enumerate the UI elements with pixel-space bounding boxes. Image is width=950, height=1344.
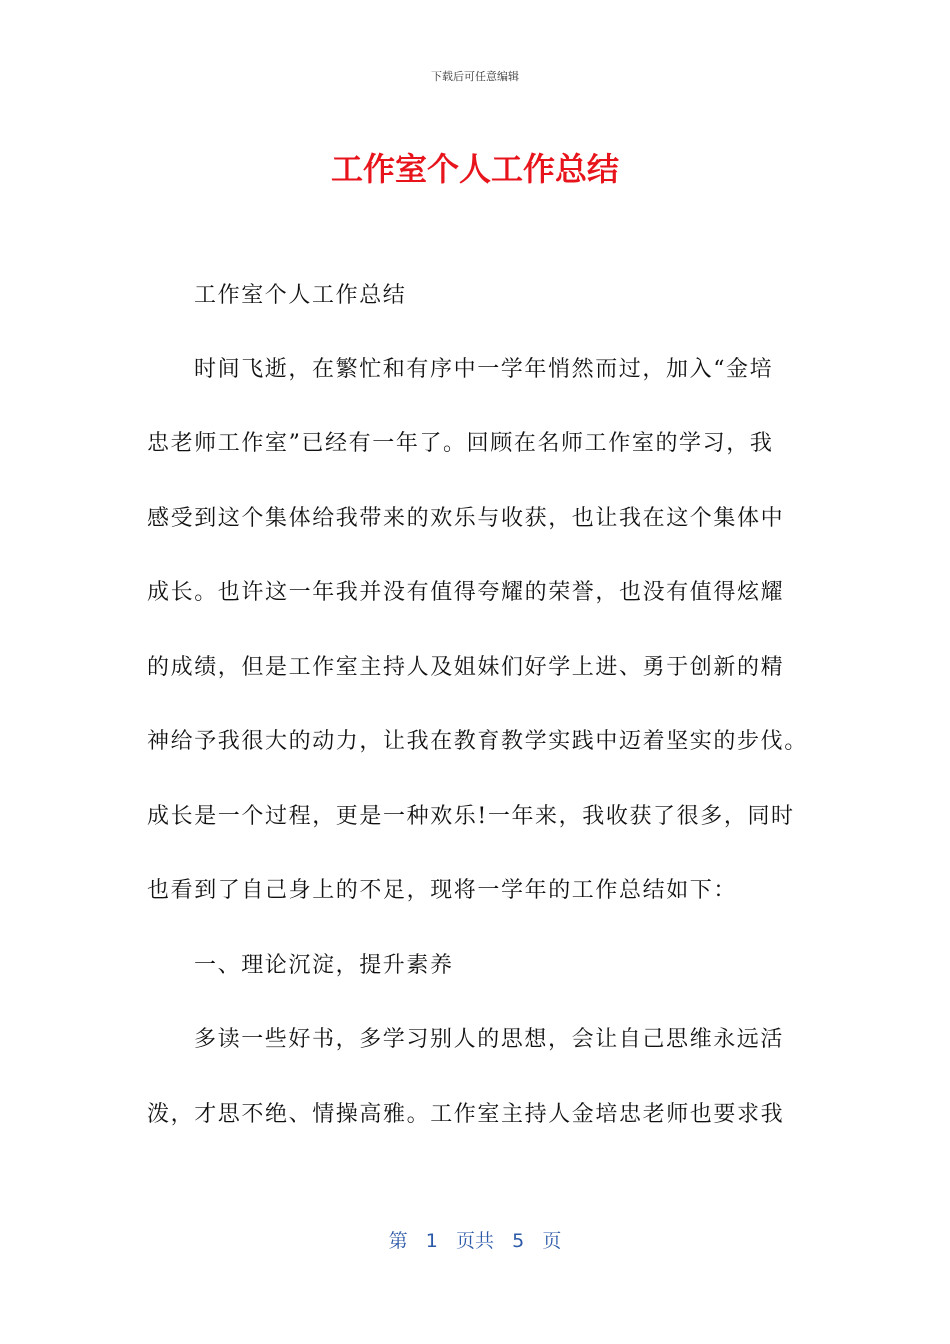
- paragraph-line: 神给予我很大的动力，让我在教育教学实践中迈着坚实的步伐。: [147, 729, 808, 754]
- paragraph-heading: 工作室个人工作总结: [194, 283, 407, 308]
- document-title: 工作室个人工作总结: [330, 150, 619, 188]
- paragraph-line: 时间飞逝，在繁忙和有序中一学年悄然而过，加入“金培: [194, 357, 774, 382]
- footer-prefix: 第: [388, 1230, 408, 1252]
- section-heading: 一、理论沉淀，提升素养: [194, 953, 454, 978]
- header-note: 下载后可任意编辑: [431, 70, 519, 83]
- paragraph-line: 成长是一个过程，更是一种欢乐!一年来，我收获了很多，同时: [147, 804, 795, 829]
- footer-page-number: 1: [425, 1230, 438, 1252]
- paragraph-line: 的成绩，但是工作室主持人及姐妹们好学上进、勇于创新的精: [147, 655, 785, 680]
- page-footer: [0, 1226, 950, 1253]
- footer-suffix: 页: [542, 1230, 562, 1252]
- paragraph-line: 成长。也许这一年我并没有值得夸耀的荣誉，也没有值得炫耀: [147, 580, 785, 605]
- paragraph-line: 感受到这个集体给我带来的欢乐与收获，也让我在这个集体中: [147, 506, 785, 531]
- paragraph-line: 多读一些好书，多学习别人的思想，会让自己思维永远活: [194, 1027, 785, 1052]
- footer-total-pages: 5: [512, 1230, 525, 1252]
- footer-middle: 页共: [455, 1230, 494, 1252]
- paragraph-line: 泼，才思不绝、情操高雅。工作室主持人金培忠老师也要求我: [147, 1102, 785, 1127]
- paragraph-line: 忠老师工作室”已经有一年了。回顾在名师工作室的学习，我: [147, 431, 774, 456]
- paragraph-line: 也看到了自己身上的不足，现将一学年的工作总结如下：: [147, 878, 738, 903]
